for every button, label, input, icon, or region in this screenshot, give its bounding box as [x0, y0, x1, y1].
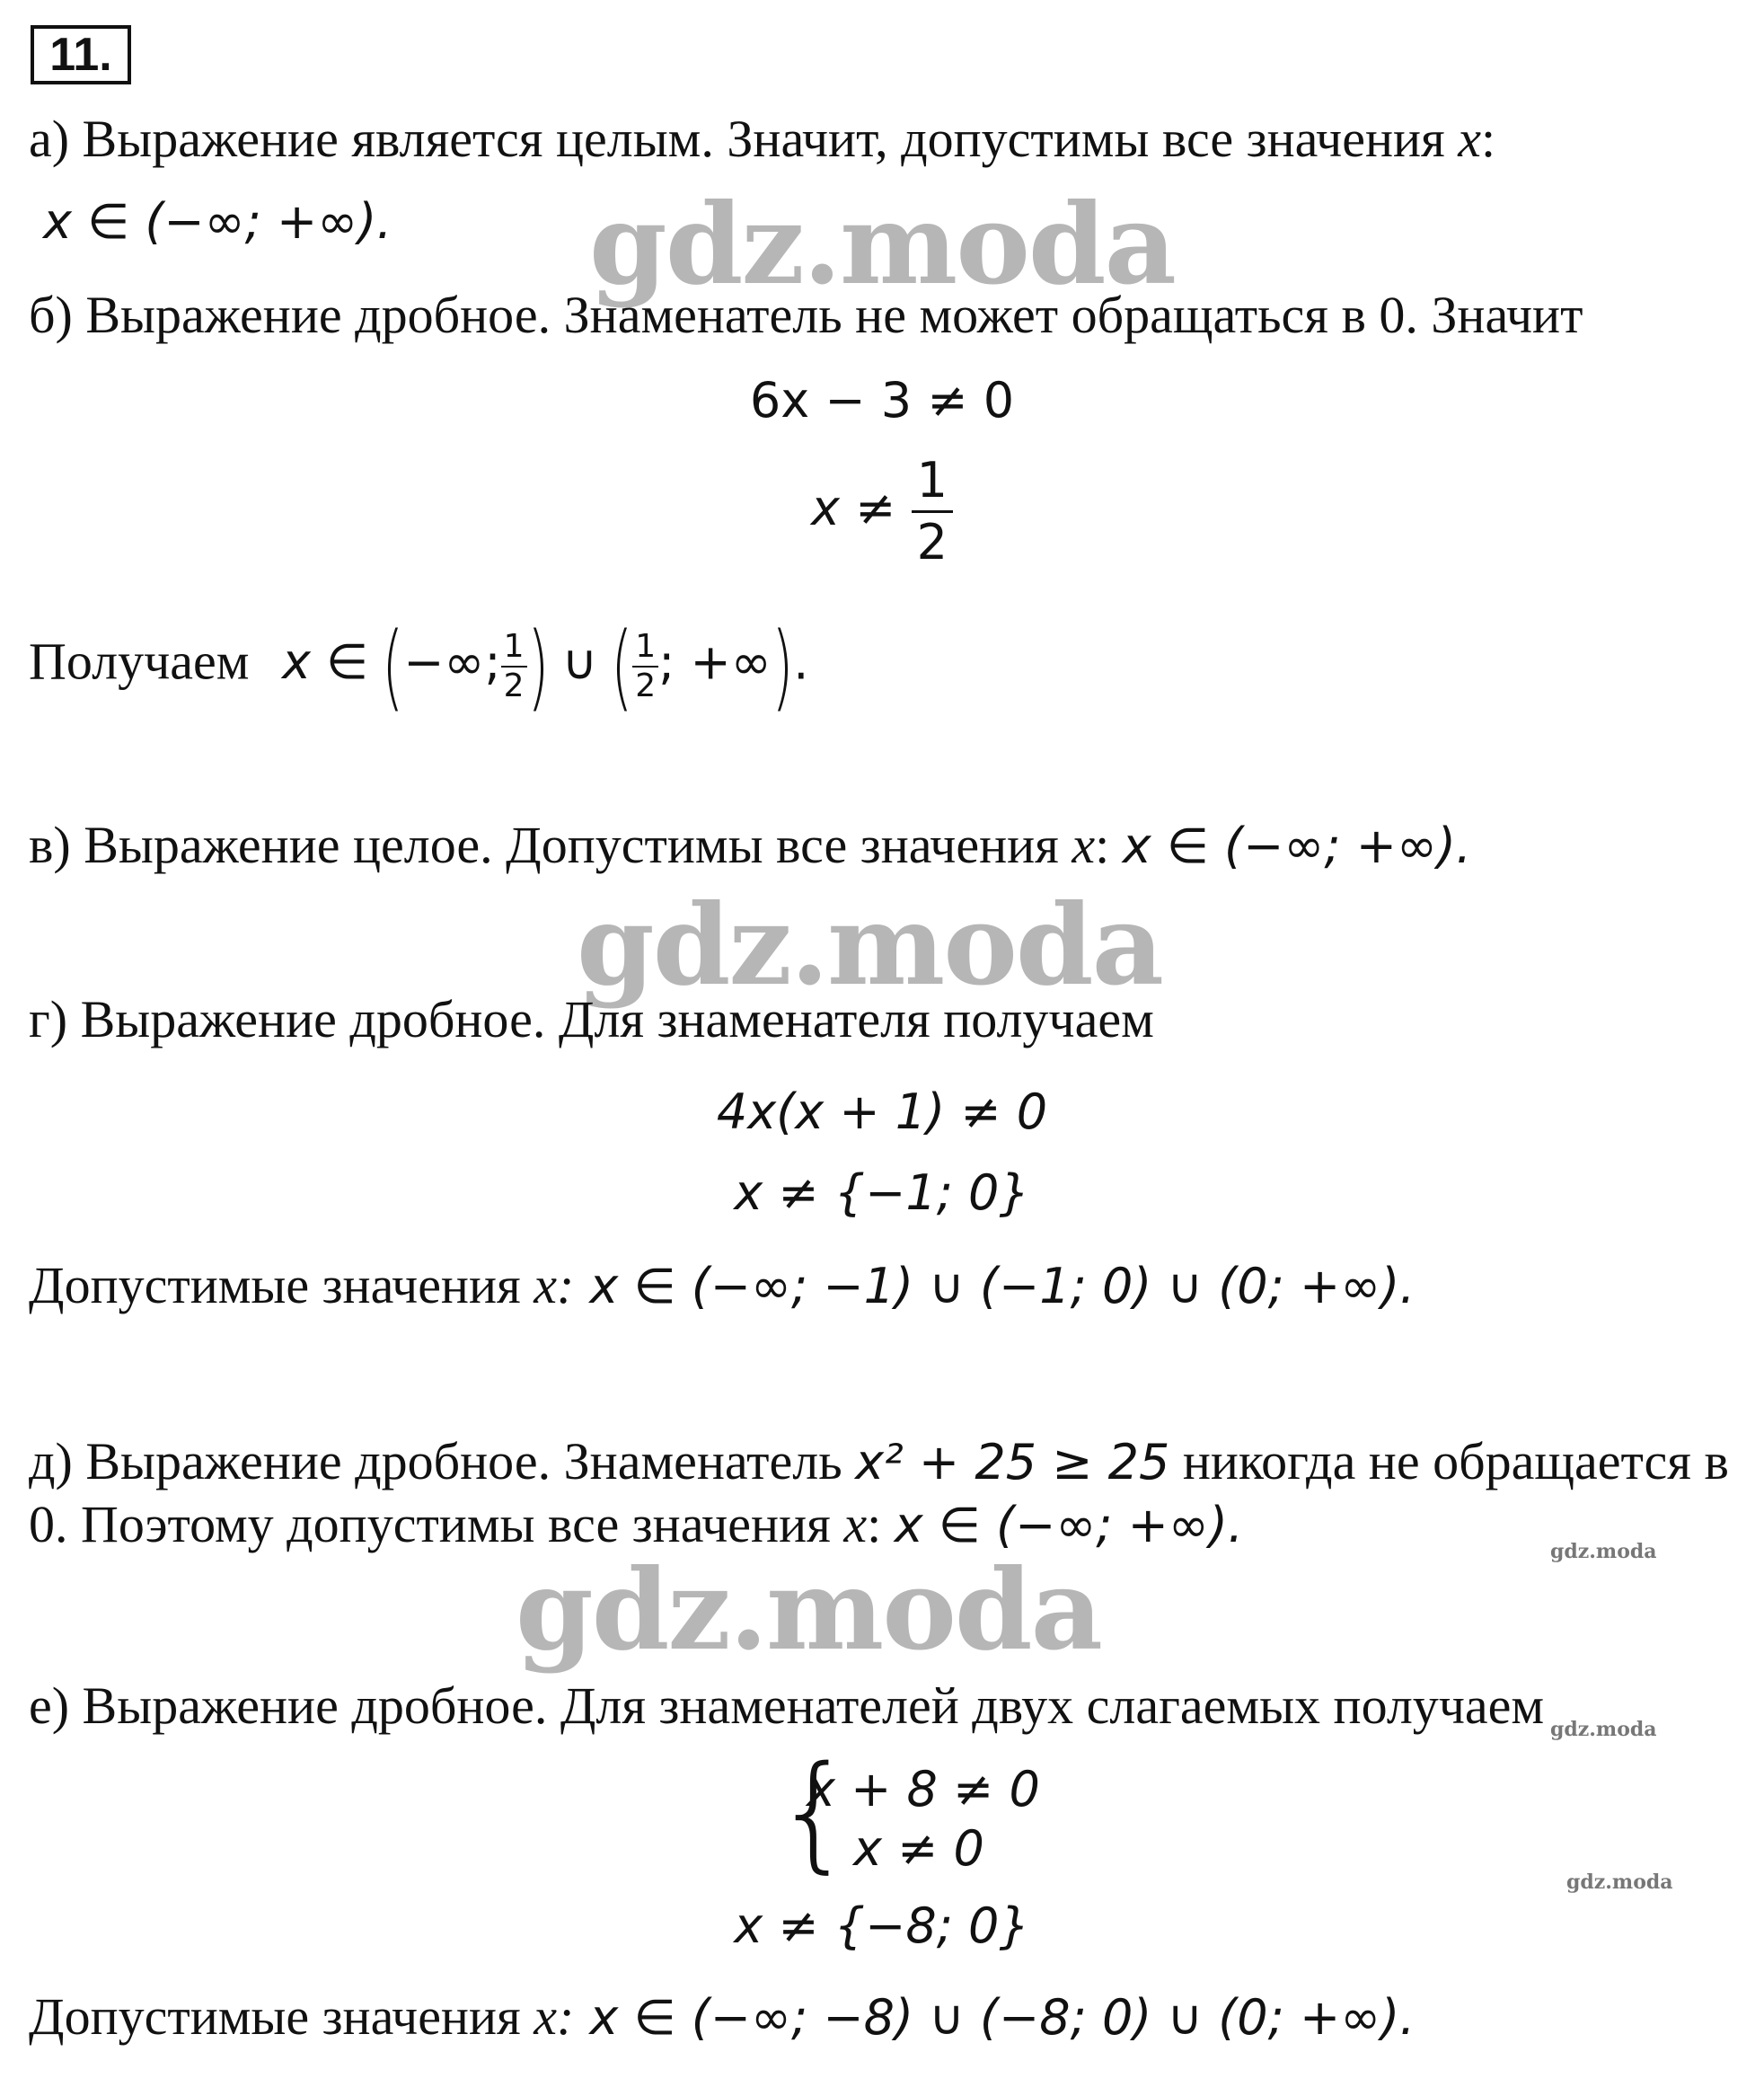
watermark: gdz.moda: [516, 1545, 1101, 1676]
system-brace: {: [774, 1739, 855, 1886]
watermark-small: gdz.moda: [1566, 1870, 1673, 1894]
item-g-eq1: 4x(x + 1) ≠ 0: [716, 1083, 1048, 1140]
item-e-sys1: x + 8 ≠ 0: [807, 1761, 1040, 1817]
item-v-text: в) Выражение целое. Допустимы все значения x: x ∈ (−∞; +∞).: [29, 816, 1472, 874]
item-g-text: г) Выражение дробное. Для знаменателя получаем: [29, 990, 1154, 1048]
item-e-result: Допустимые значения x: x ∈ (−∞; −8) ∪ (−8; 0) ∪ (0; +∞).: [29, 1987, 1416, 2046]
watermark: gdz.moda: [577, 880, 1162, 1011]
item-g-eq2: x ≠ {−1; 0}: [734, 1164, 1030, 1221]
item-a-answer: x ∈ (−∞; +∞).: [43, 193, 392, 250]
watermark: gdz.moda: [589, 180, 1175, 310]
item-a-text: а) Выражение является целым. Значит, допустимы все значения x:: [29, 110, 1496, 168]
item-d-line2: 0. Поэтому допустимы все значения x: x ∈ (−∞; +∞).: [29, 1495, 1244, 1553]
watermark-small: gdz.moda: [1550, 1540, 1657, 1563]
fraction: $\frac{1}{2}$: [912, 456, 953, 567]
item-e-eq: x ≠ {−8; 0}: [734, 1897, 1030, 1954]
item-d-line1: д) Выражение дробное. Знаменатель x² + 25 ≥ 25 никогда не обращается в: [29, 1432, 1729, 1490]
item-e-sys2: x ≠ 0: [853, 1820, 984, 1877]
item-b-eq1: 6x − 3 ≠ 0: [749, 372, 1015, 429]
item-e-text: е) Выражение дробное. Для знаменателей двух слагаемых получаем: [29, 1676, 1545, 1735]
item-b-result: Получаем x ∈ (−∞; $\frac{1}{2}$ ) ∪ ( $\frac{1}{2}$ ; +∞).: [29, 612, 809, 721]
item-b-eq2: x ≠ $\frac{1}{2}$: [0, 456, 1764, 567]
watermark-small: gdz.moda: [1550, 1718, 1657, 1741]
item-g-result: Допустимые значения x: x ∈ (−∞; −1) ∪ (−1; 0) ∪ (0; +∞).: [29, 1256, 1416, 1314]
problem-number: 11.: [31, 25, 131, 84]
item-b-text: б) Выражение дробное. Знаменатель не может обращаться в 0. Значит: [29, 286, 1583, 344]
